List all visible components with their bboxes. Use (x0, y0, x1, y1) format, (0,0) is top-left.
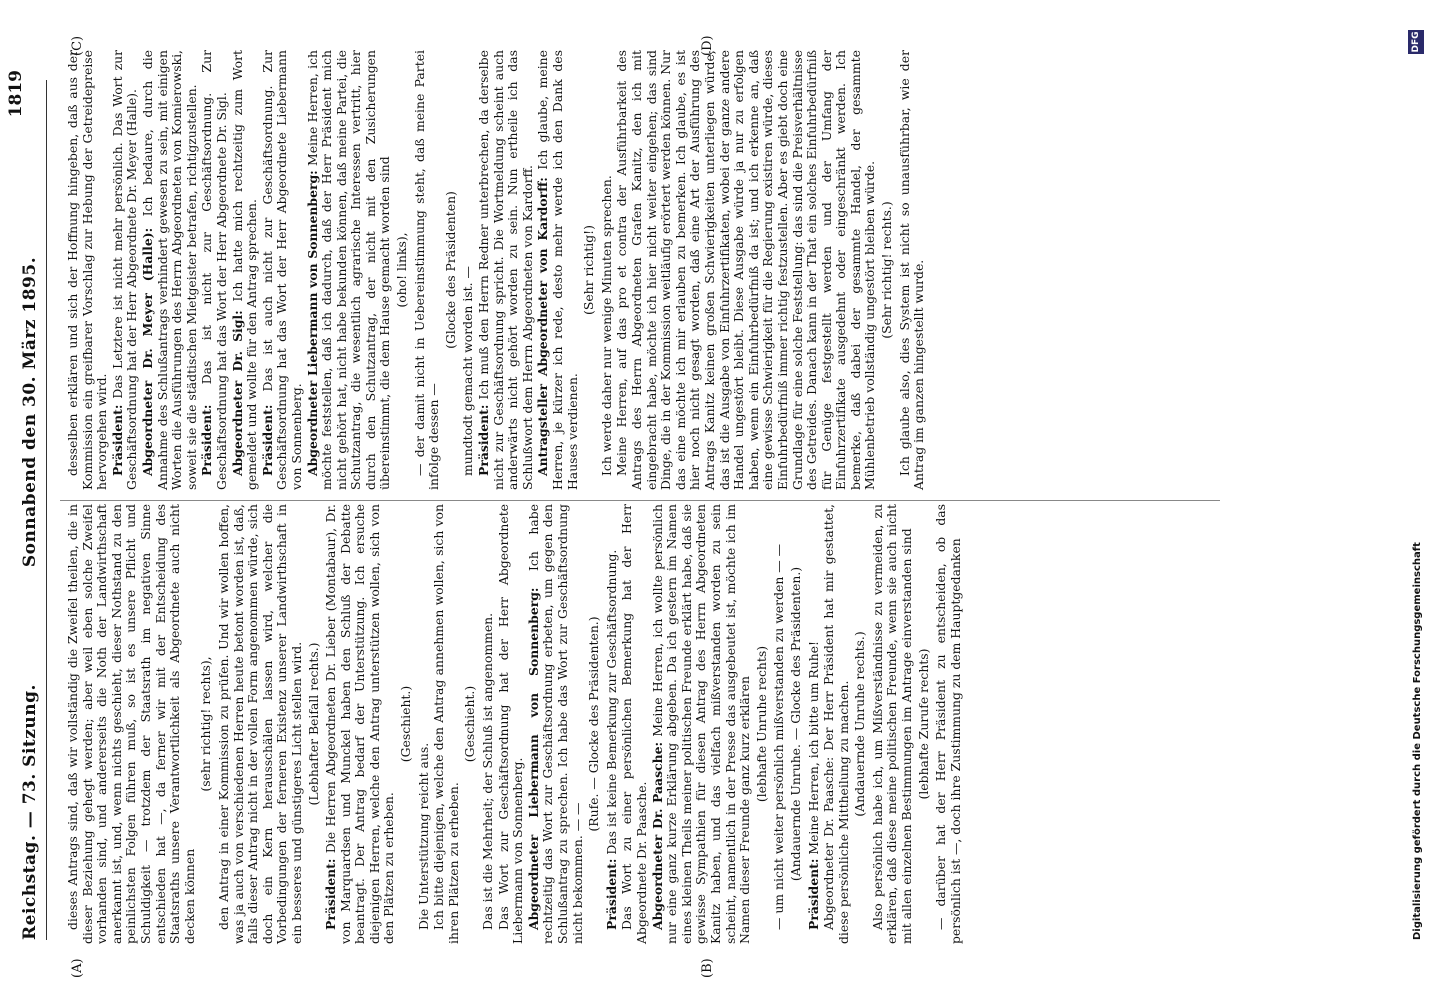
paragraph (461, 50, 476, 490)
speaker-label: Präsident: (323, 858, 339, 930)
paragraph (481, 504, 496, 944)
paragraph-text: (oho! links), (394, 232, 410, 308)
stage-direction (917, 504, 932, 944)
paragraph-text: Abgeordneter Dr. Paasche: Der Herr Präsident hat mir gestattet, diese persönliche Mittheilung zu machen. (821, 504, 851, 944)
left-column (66, 504, 964, 944)
speaker-label: Präsident: (109, 404, 125, 476)
paragraph (413, 50, 442, 490)
paragraph (651, 504, 753, 944)
paragraph-text: Ich habe rechtzeitig das Wort zur Geschäftsordnung erbeten, um gegen den Schlußantrag zu sprechen. Ich habe das Wort zur Geschäftsordnung nicht bekommen. — — (525, 504, 585, 944)
marker-c: (C) (70, 35, 85, 56)
paragraph-text: Meine Herren, auf das pro et contra der Ausführbarkeit des Antrags des Herrn Abgeordneten Grafen Kanitz, den ich mit eingebracht habe, möchte ich hier nicht weiter eingehen; das sind Dinge, die in der Kommission weitläufig erörtert werden können. Nur das eine möchte ich mir erlauben zu bemerken. Ich glaube, es ist hier noch nicht gesagt worden, daß eine Art der Ausführung des Antrags Kanitz keinen großen Schwierigkeiten unterliegen würde; das ist die Ausgabe von Einfuhrzertifikaten, wobei der ganze andere Handel ungestört bleibt. Diese Ausgabe würde ja nur zu erfolgen haben, wenn ein Einfuhrbedürfniß da ist; und ich erkenne an, daß eine gewisse Schwierigkeit für die Regierung existiren würde, dieses Einfuhrbedürfniß immer richtig festzustellen. Aber es giebt doch eine Grundlage für eine solche Feststellung: das sind die Preisverhältnisse des Getreides. Danach kann in der That ein solches Einfuhrbedürfniß für Genüge festgestellt werden und der Umfang der Einfuhrzertifikate ausgedehnt oder eingeschränkt werden. Ich bemerke, daß dabei der gesammte Handel, der gesammte Mühlenbetrieb vollständig ungestört bleiben würde. (614, 50, 878, 490)
speaker-label: Präsident: (259, 404, 275, 476)
stage-direction (789, 504, 804, 944)
paragraph-text: Das Letztere ist nicht mehr persönlich. Das Wort zur Geschäftsordnung hat der Herr Abgeordnete Dr. Meyer (Halle). (109, 50, 140, 490)
paragraph (66, 50, 110, 490)
paragraph-text: (sehr richtig! rechts), (198, 656, 214, 792)
speaker-label: Abgeordneter Dr. Meyer (Halle): (139, 227, 155, 476)
paragraph (772, 504, 787, 944)
paragraph (111, 50, 140, 490)
paragraph-text: (Andauernde Unruhe rechts.) (852, 631, 868, 817)
paragraph-text: Das ist nicht zur Geschäftsordnung. Zur Geschäftsordnung hat das Wort der Herr Abgeordnete Dr. Sigl. (199, 50, 229, 490)
speaker-label: Präsident: (603, 858, 619, 930)
paragraph (822, 504, 851, 944)
paragraph (807, 504, 822, 944)
paragraph (536, 50, 580, 490)
paragraph-text: Das ist keine Bemerkung zur Geschäftsordnung. (603, 549, 619, 859)
paragraph-text: Meine Herren, ich bitte um Ruhe! (805, 641, 821, 859)
dfg-logo: DFG (1408, 30, 1424, 54)
paragraph (261, 50, 305, 490)
marker-a: (A) (70, 958, 85, 978)
paragraph-text: den Antrag in einer Kommission zu prüfen. Und wir wollen hoffen, was ja auch von verschiedenen Herren heute betont worden ist, daß, falls dieser Antrag nicht in der vollen Form angenommen würde, sich doch ein Kern herausschälen lassen wird, welcher die Vorbedingungen der ferneren Existenz unserer Landwirthschaft in ein besseres und günstigeres Licht stellen wird. (215, 504, 304, 944)
digitization-credit: Digitalisierung gefördert durch die Deutsche Forschungsgemeinschaft (1412, 542, 1423, 940)
paragraph (231, 50, 260, 490)
paragraph-text: (Rufe. — Glocke des Präsidenten.) (586, 616, 602, 832)
stage-direction (199, 504, 214, 944)
speaker-label: Abgeordneter Liebermann von Sonnenberg: (525, 587, 541, 930)
paragraph-text: Meine Herren, ich möchte feststellen, daß ich dadurch, daß der Herr Präsident mich nicht gehört hat, nicht habe bekunden können, daß meine Partei, die Schutzantrag, die wesentlich agrarische Interessen vertritt, hier durch den Schutzantrag, der nicht mit den Zusicherungen übereinstimmt, die dem Hause gemacht worden sind (304, 50, 393, 490)
stage-direction (463, 504, 478, 944)
paragraph (477, 50, 535, 490)
paragraph-text: dieses Antrags sind, daß wir vollständig die Zweifel theilen, die in dieser Beziehung gehegt werden; aber weil eben solche Zweifel vorhanden sind, und andererseits die Noth der Landwirthschaft anerkannt ist, und, wenn nichts geschieht, dieser Nothstand zu den peinlichsten Folgen führen muß, so ist es unsere Pflicht und Schuldigkeit — trotzdem der Staatsrath im negativen Sinne entschieden hat —, da ferner wir mit der Entscheidung des Staatsraths unsere Verantwortlichkeit als Abgeordnete auch nicht decken können (65, 504, 197, 944)
paragraph-text: (Geschieht.) (462, 685, 478, 763)
stage-direction (399, 504, 414, 944)
paragraph (527, 504, 585, 944)
paragraph-text: Also persönlich habe ich, um Mißverständnisse zu vermeiden, zu erklären, daß diese meine politischen Freunde, wenn sie auch nicht mit allen einzelnen Bestimmungen im Antrage einverstanden sind (869, 504, 915, 944)
paragraph-text: Die Herren Abgeordneten Dr. Lieber (Montabaur), Dr. von Marquardsen und Munckel haben den Schluß der Debatte beantragt. Der Antrag bedarf der Unterstützung. Ich ersuche diejenigen Herren, welche den Antrag unterstützen wollen, sich von den Plätzen zu erheben. (323, 504, 397, 944)
stage-direction (582, 50, 597, 490)
paragraph (620, 504, 649, 944)
paragraph (324, 504, 397, 944)
stage-direction (444, 50, 459, 490)
paragraph (605, 504, 620, 944)
header-left: Reichstag. — 73. Sitzung. (20, 684, 40, 940)
page-number: 1819 (6, 70, 26, 118)
header-center: Sonnabend den 30. März 1895. (20, 256, 40, 568)
paragraph-text: (lebhafte Unruhe rechts) (753, 645, 769, 803)
stage-direction (307, 504, 322, 944)
paragraph-text: desselben erklären und sich der Hoffnung hingeben, daß aus der Kommission ein greifbarer Vorschlag zur Hebung der Getreidepreise hervorgehen wird. (65, 50, 110, 490)
page-header (0, 80, 40, 940)
paragraph-text: Ich hatte mich rechtzeitig zum Wort gemeldet und wollte für den Antrag sprechen. (229, 49, 260, 490)
paragraph-text: Ich glaube also, dies System ist nicht so unausführbar, wie der Antrag im ganzen hingestellt wurde. (896, 50, 927, 490)
speaker-label: Abgeordneter Liebermann von Sonnenberg: (304, 170, 320, 476)
paragraph (432, 504, 461, 944)
speaker-label: Präsident: (199, 404, 215, 476)
speaker-label: Präsident: (476, 404, 492, 476)
column-divider (60, 500, 1220, 501)
paragraph-text: (Sehr richtig! rechts.) (879, 201, 895, 339)
speaker-label: Präsident: (805, 858, 821, 930)
paragraph-text: Die Unterstützung reicht aus. (415, 742, 431, 930)
paragraph (66, 504, 197, 944)
paragraph-text: (lebhafte Zurufe rechts) (915, 648, 931, 800)
paragraph (306, 50, 394, 490)
paragraph (871, 504, 915, 944)
header-rule (46, 80, 47, 940)
paragraph-text: Das Wort zur Geschäftsordnung hat der Herr Abgeordnete Liebermann von Sonnenberg. (495, 504, 526, 944)
paragraph-text: — der damit nicht in Uebereinstimmung steht, daß meine Partei infolge dessen — (411, 50, 442, 490)
paragraph-text: Das Wort zu einer persönlichen Bemerkung hat der Herr Abgeordnete Dr. Paasche. (619, 504, 649, 944)
marker-b: (B) (700, 958, 715, 978)
paragraph-text: Meine Herren, ich wollte persönlich nur eine ganz kurze Erklärung abgeben. Da ich gestern im Namen eines kleinen Theils meiner politischen Freunde erklärt habe, daß sie gewisse Sympathien für diesen Antrag des Herrn Abgeordneten Kanitz haben, und das vielfach mißverstanden worden zu sein scheint, namentlich in der Presse das ausgebeutet ist, möchte ich im Namen dieser Freunde ganz kurz erklären (649, 504, 753, 944)
paragraph-text: Das ist auch nicht zur Geschäftsordnung. Zur Geschäftsordnung hat das Wort der Herr Abgeordnete Liebermann von Sonnenberg. (259, 50, 304, 490)
paragraph-text: Das ist die Mehrheit; der Schluß ist angenommen. (480, 612, 496, 930)
speaker-label: Abgeordneter Dr. Paasche: (649, 741, 665, 930)
stage-direction (853, 504, 868, 944)
speaker-label: Abgeordneter Dr. Sigl: (229, 310, 245, 476)
paragraph (200, 50, 229, 490)
paragraph-text: Ich muß den Herrn Redner unterbrechen, da derselbe nicht zur Geschäftsordnung spricht. Die Wortmeldung scheint auch anderwärts nicht gehört worden zu sein. Nun ertheile ich das Schlußwort dem Herrn Abgeordneten von Kardorff. (476, 50, 535, 490)
paragraph-text: Ich glaube, meine Herren, je kürzer ich rede, desto mehr werde ich den Dank des Hauses verdienen. (535, 50, 580, 490)
paragraph (615, 50, 878, 490)
paragraph (217, 504, 305, 944)
paragraph (898, 50, 927, 490)
paragraph-text: — um nicht weiter persönlich mißverstanden zu werden — — (771, 544, 787, 930)
paragraph-text: Ich bedaure, durch die Annahme des Schlußantrags verhindert gewesen zu sein, mit einigen Worten die Ausführungen des Herrn Abgeordneten von Komierowski, soweit sie die städtischen Mietgeister betrafen, richtigzustellen. (139, 50, 199, 490)
paragraph-text: Ich werde daher nur wenige Minuten sprechen. (598, 175, 614, 476)
paragraph-text: mundtodt gemacht worden ist. — (460, 266, 476, 476)
stage-direction (880, 50, 895, 490)
paragraph (934, 504, 963, 944)
right-column (66, 50, 928, 490)
paragraph (417, 504, 432, 944)
paragraph-text: (Sehr richtig!) (581, 225, 597, 315)
paragraph-text: (Lebhafter Beifall rechts.) (305, 642, 321, 806)
paragraph-text: (Geschieht.) (398, 685, 414, 763)
stage-direction (755, 504, 770, 944)
marker-d: (D) (700, 35, 715, 56)
paragraph-text: Ich bitte diejenigen, welche den Antrag annehmen wollen, sich von ihren Plätzen zu erheben. (431, 504, 461, 944)
paragraph (600, 50, 615, 490)
paragraph-text: (Andauernde Unruhe. — Glocke des Präsidenten.) (787, 566, 803, 882)
stage-direction (587, 504, 602, 944)
paragraph-text: (Glocke des Präsidenten) (442, 191, 458, 349)
paragraph (497, 504, 526, 944)
paragraph (141, 50, 199, 490)
paragraph-text: — darüber hat der Herr Präsident zu entscheiden, ob das persönlich ist —, doch ihre Zustimmung zu dem Hauptgedanken (933, 504, 963, 944)
stage-direction (395, 50, 410, 490)
speaker-label: Antragsteller Abgeordneter von Kardorff: (535, 177, 551, 476)
